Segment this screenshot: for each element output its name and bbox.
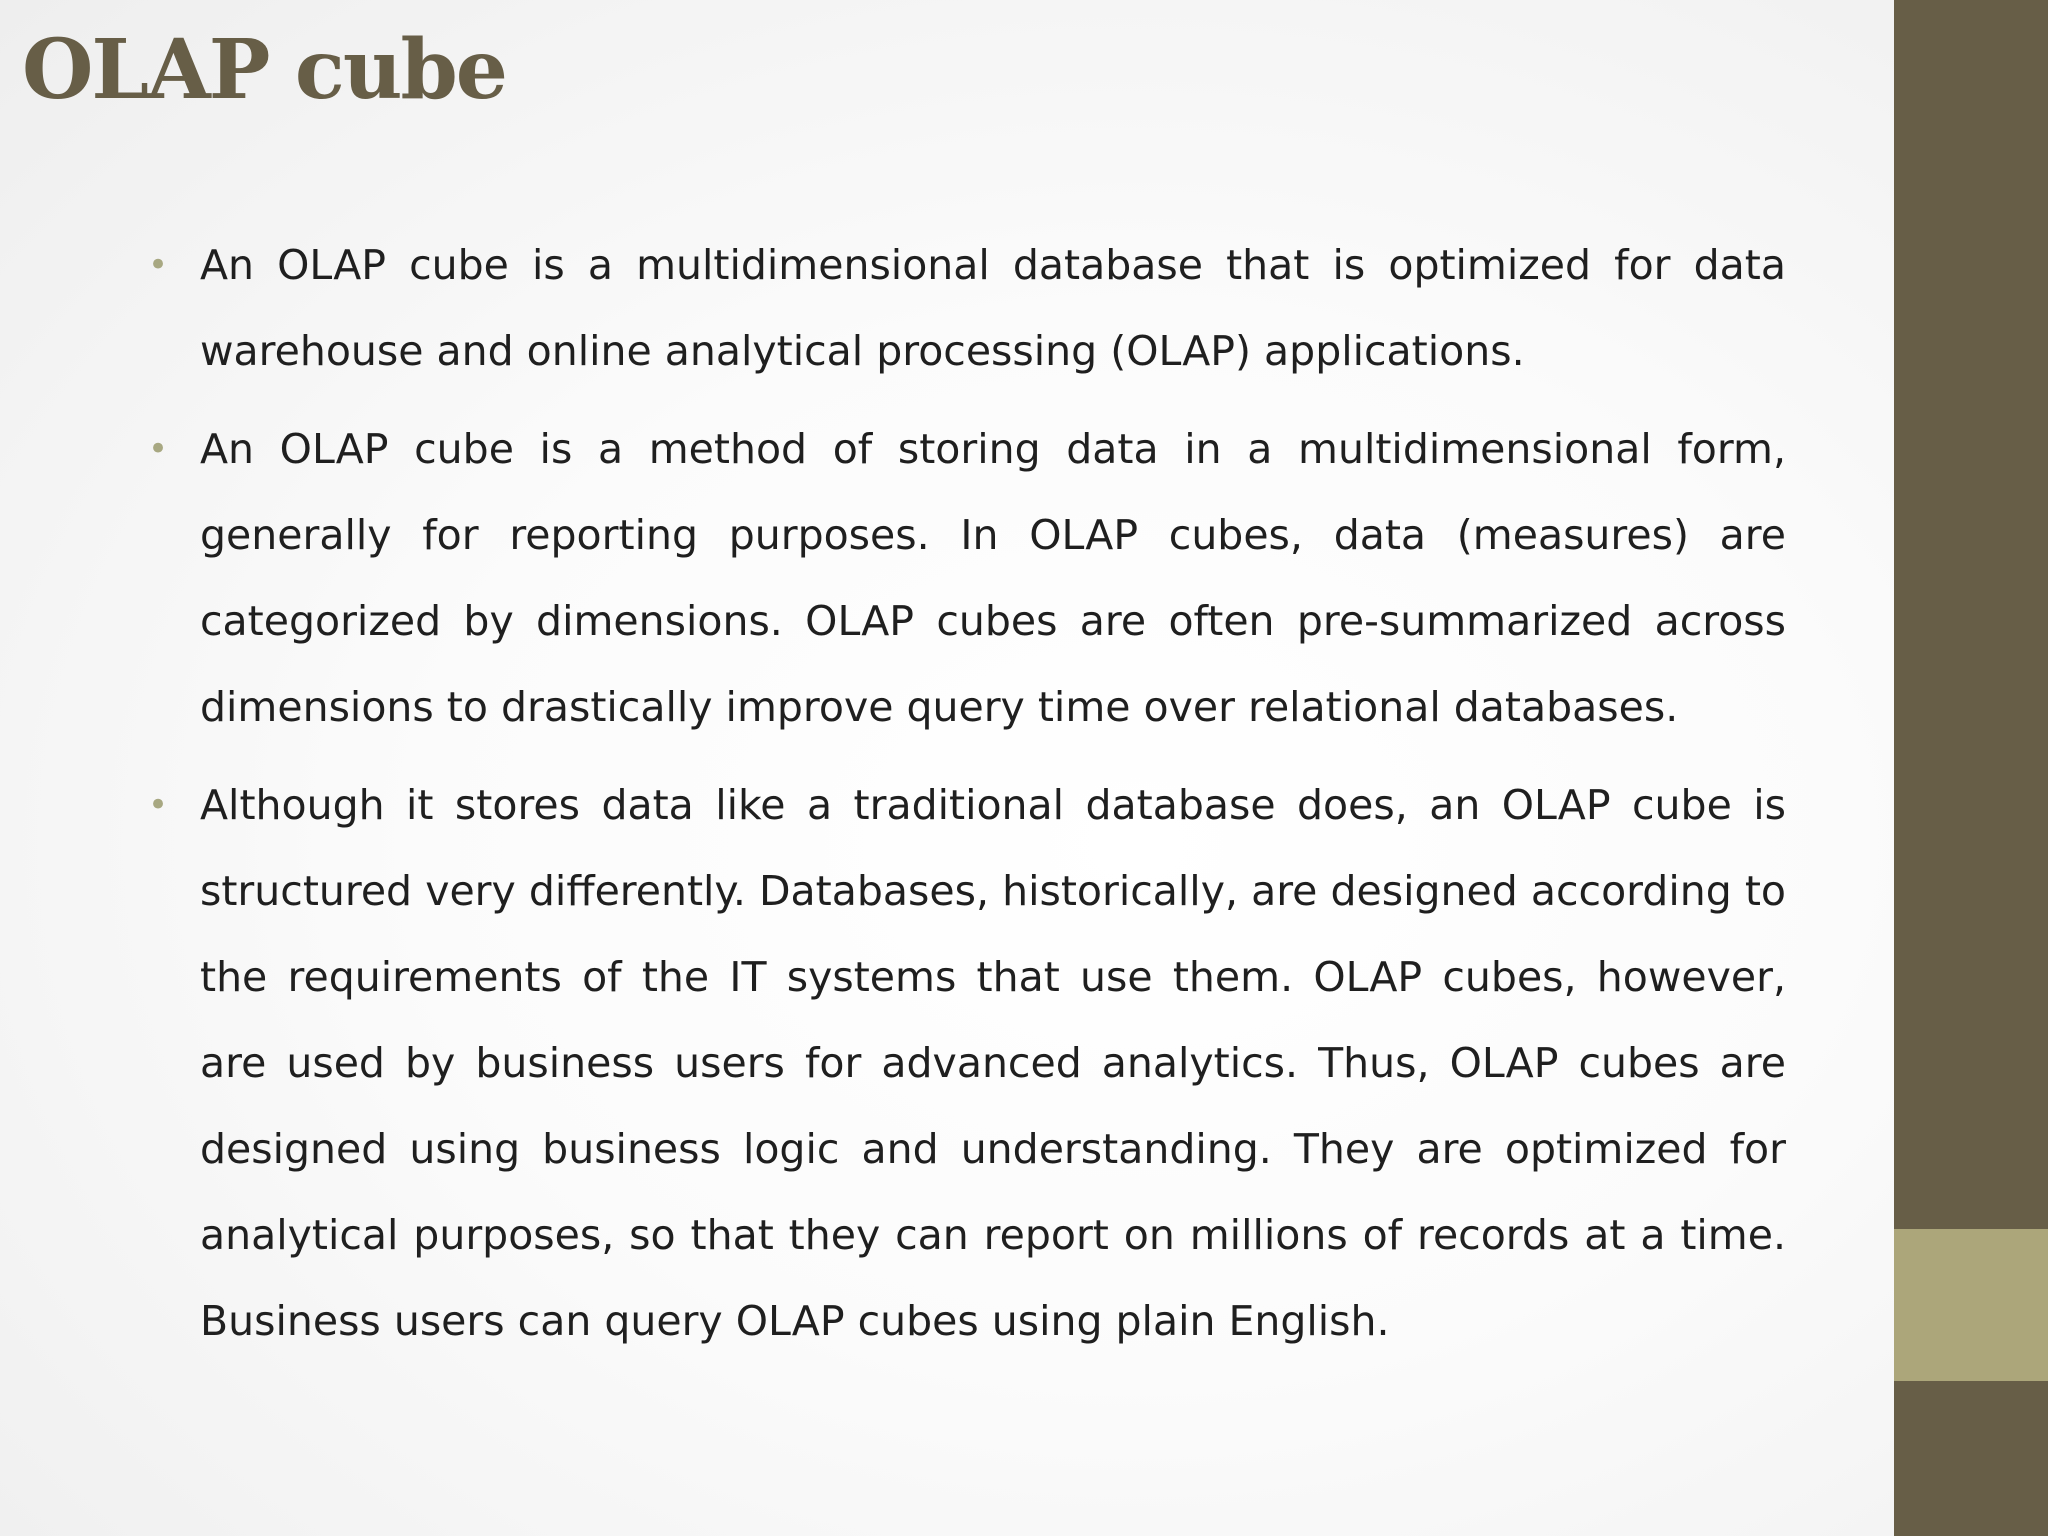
bullet-dot-icon: • [148, 245, 169, 285]
bullet-dot-icon: • [148, 429, 169, 469]
slide-title: OLAP cube [22, 22, 506, 118]
bullet-text: Although it stores data like a traditional database does, an OLAP cube is structured very differently. Databases, historically, are designed according to the requirements of the IT systems that use them. OLAP cubes, however, are used by business users for advanced analytics. Thus, OLAP cubes are designed using business logic and understanding. They are optimized for analytical purposes, so that they can report on millions of records at a time. Business users can query OLAP cubes using plain English. [200, 781, 1786, 1345]
bullet-item [146, 222, 1786, 394]
bullet-list [146, 222, 1786, 1376]
bullet-item [146, 762, 1786, 1364]
bullet-text: An OLAP cube is a method of storing data in a multidimensional form, generally for reporting purposes. In OLAP cubes, data (measures) are categorized by dimensions. OLAP cubes are often pre-summarized across dimensions to drastically improve query time over relational databases. [200, 425, 1786, 731]
bullet-item [146, 406, 1786, 750]
bullet-text: An OLAP cube is a multidimensional database that is optimized for data warehouse and online analytical processing (OLAP) applications. [200, 241, 1786, 375]
bullet-dot-icon: • [148, 785, 169, 825]
decorative-sidebar [1894, 0, 2048, 1536]
sidebar-accent-band [1894, 1229, 2048, 1381]
